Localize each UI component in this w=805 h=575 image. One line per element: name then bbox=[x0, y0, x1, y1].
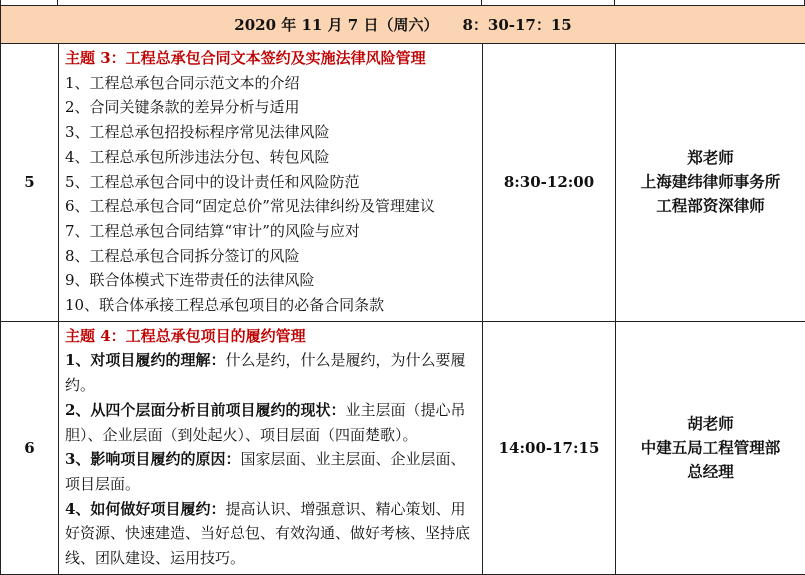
speaker-organization: 中建五局工程管理部 bbox=[616, 436, 805, 460]
session-time: 8:30-12:00 bbox=[483, 44, 616, 322]
date-header-cell bbox=[1, 6, 805, 44]
speaker-cell bbox=[616, 321, 805, 574]
point-heading: 3、影响项目履约的原因： bbox=[65, 450, 240, 468]
point-text: 提高认识、增强意识、精心策划、用好资源、快速建造、当好总包、有效沟通、做好考核、坚持底线、团队建设、运用技巧。 bbox=[65, 500, 470, 567]
session-number: 5 bbox=[1, 44, 59, 322]
topic-item: 8、工程总承包合同拆分签订的风险 bbox=[65, 244, 476, 269]
speaker-title: 工程部资深律师 bbox=[616, 194, 805, 218]
session-content bbox=[59, 321, 483, 574]
point-heading: 2、从四个层面分析目前项目履约的现状： bbox=[65, 401, 345, 419]
speaker-cell bbox=[616, 44, 805, 322]
speaker-organization: 上海建纬律师事务所 bbox=[616, 170, 805, 194]
date-header-row bbox=[1, 6, 805, 44]
topic-title: 主题 3：工程总承包合同文本签约及实施法律风险管理 bbox=[65, 46, 476, 71]
date-label: 2020 年 11 月 7 日（周六） bbox=[234, 16, 438, 34]
topic-title: 主题 4：工程总承包项目的履约管理 bbox=[65, 324, 476, 349]
session-content bbox=[59, 44, 483, 322]
topic-item: 2、合同关键条款的差异分析与适用 bbox=[65, 95, 476, 120]
topic-item: 6、工程总承包合同“固定总价”常见法律纠纷及管理建议 bbox=[65, 194, 476, 219]
speaker-name: 胡老师 bbox=[616, 412, 805, 436]
point-text: 什么是约，什么是履约，为什么要履约。 bbox=[65, 351, 465, 394]
topic-item: 10、联合体承接工程总承包项目的必备合同条款 bbox=[65, 293, 476, 318]
topic-item: 7、工程总承包合同结算“审计”的风险与应对 bbox=[65, 219, 476, 244]
topic-item: 3、工程总承包招投标程序常见法律风险 bbox=[65, 120, 476, 145]
time-range-label: 8：30-17：15 bbox=[462, 16, 571, 34]
topic-item: 5、工程总承包合同中的设计责任和风险防范 bbox=[65, 170, 476, 195]
point-heading: 4、如何做好项目履约： bbox=[65, 500, 225, 518]
topic-point bbox=[65, 447, 476, 496]
session-time: 14:00-17:15 bbox=[483, 321, 616, 574]
schedule-table bbox=[0, 5, 805, 575]
point-text: 国家层面、业主层面、企业层面、项目层面。 bbox=[65, 450, 465, 493]
speaker-title: 总经理 bbox=[616, 460, 805, 484]
topic-item: 4、工程总承包所涉违法分包、转包风险 bbox=[65, 145, 476, 170]
topic-item: 9、联合体模式下连带责任的法律风险 bbox=[65, 268, 476, 293]
point-heading: 1、对项目履约的理解： bbox=[65, 351, 225, 369]
session-number: 6 bbox=[1, 321, 59, 574]
topic-point bbox=[65, 348, 476, 397]
point-text: 业主层面（提心吊胆）、企业层面（到处起火）、项目层面（四面楚歌）。 bbox=[65, 401, 465, 444]
session-row bbox=[1, 44, 805, 322]
topic-point bbox=[65, 497, 476, 571]
speaker-name: 郑老师 bbox=[616, 146, 805, 170]
topic-point bbox=[65, 398, 476, 447]
session-row bbox=[1, 321, 805, 574]
topic-item: 1、工程总承包合同示范文本的介绍 bbox=[65, 71, 476, 96]
